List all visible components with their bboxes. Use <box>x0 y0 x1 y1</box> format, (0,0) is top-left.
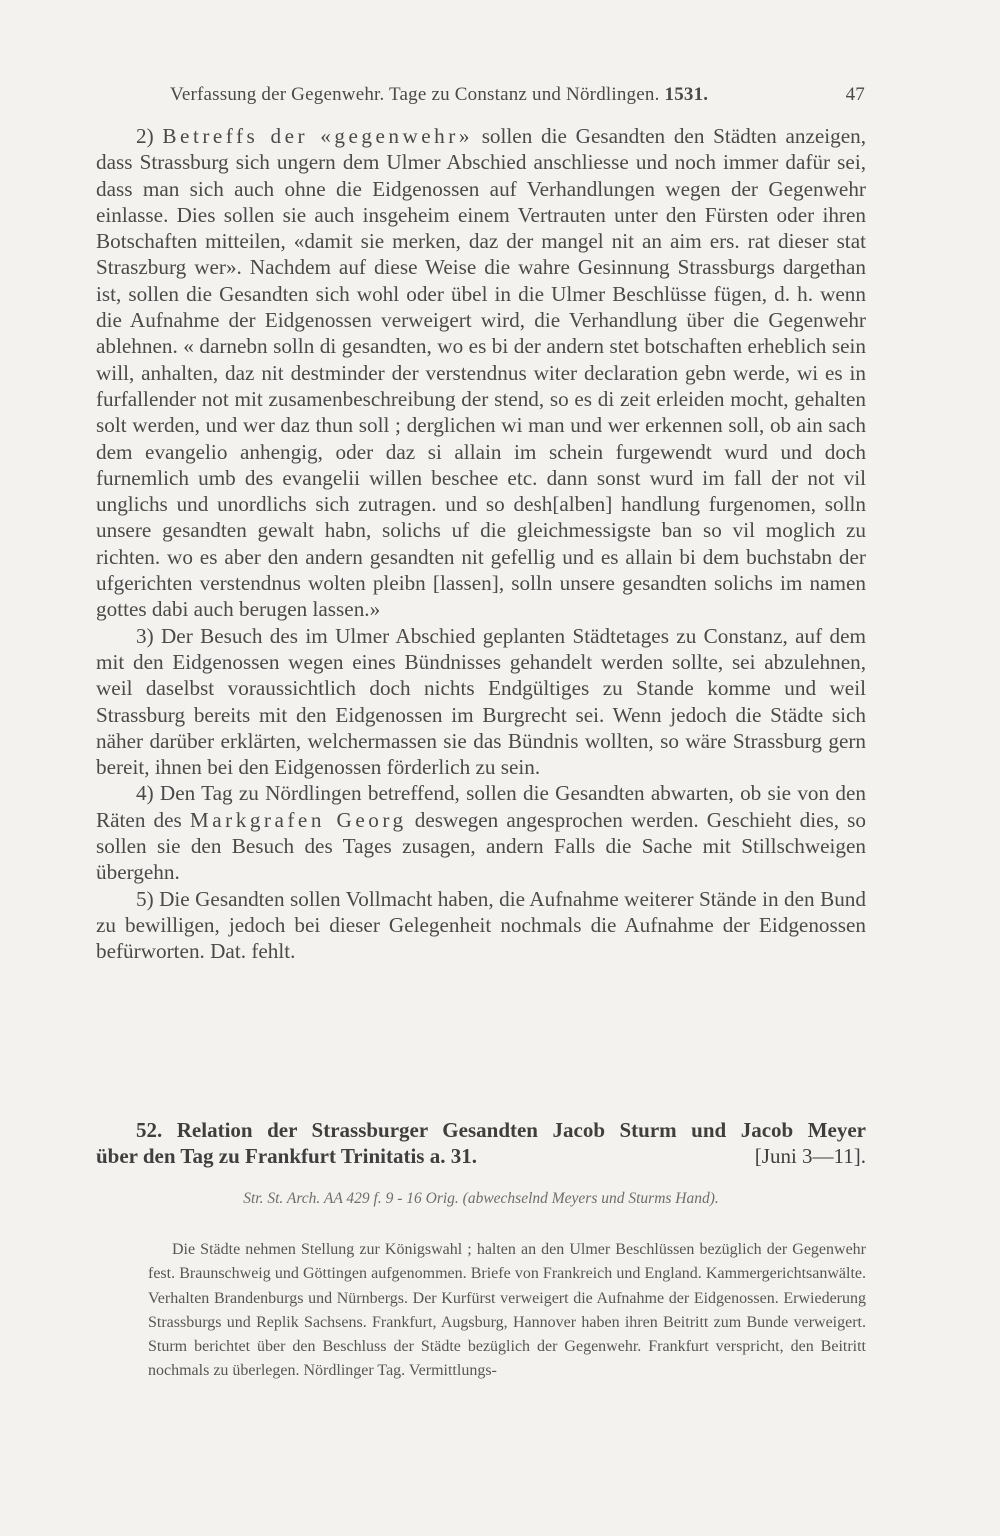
paragraph-2-spaced-phrase: Betreffs der «gegenwehr» <box>162 124 473 148</box>
section-heading <box>96 1117 866 1169</box>
paragraph-4-text-after: deswegen angesprochen werden. Geschieht dies, so sollen sie den Besuch des Tages zusagen, andern Falls die Sache mit Stillschweigen übergehn. <box>96 807 866 885</box>
paragraph-4-text-before: 4) Den Tag zu Nördlingen betreffend, sollen die Gesandten abwarten, ob sie von den Räten des <box>96 781 866 832</box>
paragraph-4 <box>96 780 866 885</box>
summary-text: Die Städte nehmen Stellung zur Königswahl ; halten an den Ulmer Beschlüssen bezüglich der Gegenwehr fest. Braunschweig und Göttingen aufgenommen. Briefe von Frankreich und England. Kammergerichtsanwälte. Verhalten Brandenburgs und Nürnbergs. Der Kurfürst verweigert die Aufnahme der Eidgenossen. Erwiederung Strassburgs und Replik Sachsens. Frankfurt, Augsburg, Hannover haben ihren Beitritt zum Bunde verweigert. Sturm berichtet über den Beschluss der Städte bezüglich der Gegenwehr. Frankfurt verspricht, den Beitritt nochmals zu überlegen. Nördlinger Tag. Vermittlungs- <box>148 1241 866 1380</box>
page-number: 47 <box>845 84 865 105</box>
section-summary <box>148 1238 866 1384</box>
archive-source-reference: Str. St. Arch. AA 429 f. 9 - 16 Orig. (abwechselnd Meyers und Sturms Hand). <box>243 1190 719 1207</box>
paragraph-2-number: 2) <box>136 124 154 148</box>
section-heading-line-2 <box>96 1143 866 1169</box>
paragraph-4-spaced-name: Markgrafen Georg <box>189 807 407 832</box>
section-heading-text: über den Tag zu Frankfurt Trinitatis a. 31. <box>96 1144 477 1168</box>
paragraph-2-text: sollen die Gesandten den Städten anzeigen, dass Strassburg sich ungern dem Ulmer Abschied anschliesse und noch immer dafür sei, dass man sich auch ohne die Eidgenossen auf Verhandlungen wegen der Gegenwehr einlasse. Dies sollen sie auch insgeheim einem Vertrauten unter den Fürsten oder ihren Botschaften mitteilen, «damit sie merken, daz der mangel nit an aim ers. rat dieser stat Straszburg wer». Nachdem auf diese Weise die wahre Gesinnung Strassburgs dargethan ist, sollen die Gesandten sich wohl oder übel in die Ulmer Beschlüsse fügen, d. h. wenn die Aufnahme der Eidgenossen verweigert wird, die Verhandlung über die Gegenwehr ablehnen. « darnebn solln di gesandten, wo es bi der andern stet botschaften erheblich sein will, anhalten, daz nit destminder der verstendnus witer declaration gebn werde, wi es in furfallender not mit zusamenbeschreibung der stend, so es di zeit erleiden mocht, gehalten solt werden, und wer daz thun soll ; derglichen wi man und wer erkennen soll, ob ain sach dem evangelio anhengig, oder daz si allain im schein furgewendt wurd und doch furnemlich umb des evangelii willen beschee etc. dann sonst wurd im fall der not vil unglichs und unordlichs sich zutragen. und so desh[alben] handlung furgenomen, solln unsere gesandten gewalt habn, solichs uf die gleichmessigste ban so vil moglich zu richten. wo es aber den andern gesandten nit gefellig und es allain bi dem buchstabn der ufgerichten verstendnus wolten pleibn [lassen], solln unsere gesandten solichs im namen gottes dabi auch berugen lassen.» <box>96 124 867 622</box>
main-text <box>96 123 866 965</box>
paragraph-2 <box>96 123 866 623</box>
running-title: Verfassung der Gegenwehr. Tage zu Constanz und Nördlingen. <box>170 84 660 105</box>
header-year: 1531. <box>664 84 709 105</box>
running-header <box>170 84 865 106</box>
paragraph-5: 5) Die Gesandten sollen Vollmacht haben, die Aufnahme weiterer Stände in den Bund zu bewilligen, jedoch bei dieser Gelegenheit nochmals die Aufnahme der Eidgenossen befürworten. Dat. fehlt. <box>96 886 866 964</box>
paragraph-3: 3) Der Besuch des im Ulmer Abschied geplanten Städtetages zu Constanz, auf dem mit den Eidgenossen wegen eines Bündnisses gehandelt werden sollte, sei abzulehnen, weil daselbst voraussichtlich doch nichts Endgültiges zu Stande komme und weil Strassburg bereits mit den Eidgenossen im Burgrecht sei. Wenn jedoch die Städte sich näher darüber erklärten, welchermassen sie das Bündnis wollten, so wäre Strassburg gern bereit, ihnen bei den Eidgenossen förderlich zu sein. <box>96 623 866 780</box>
section-heading-line-1: 52. Relation der Strassburger Gesandten Jacob Sturm und Jacob Meyer <box>136 1118 866 1142</box>
section-date: [Juni 3—11]. <box>754 1144 866 1168</box>
